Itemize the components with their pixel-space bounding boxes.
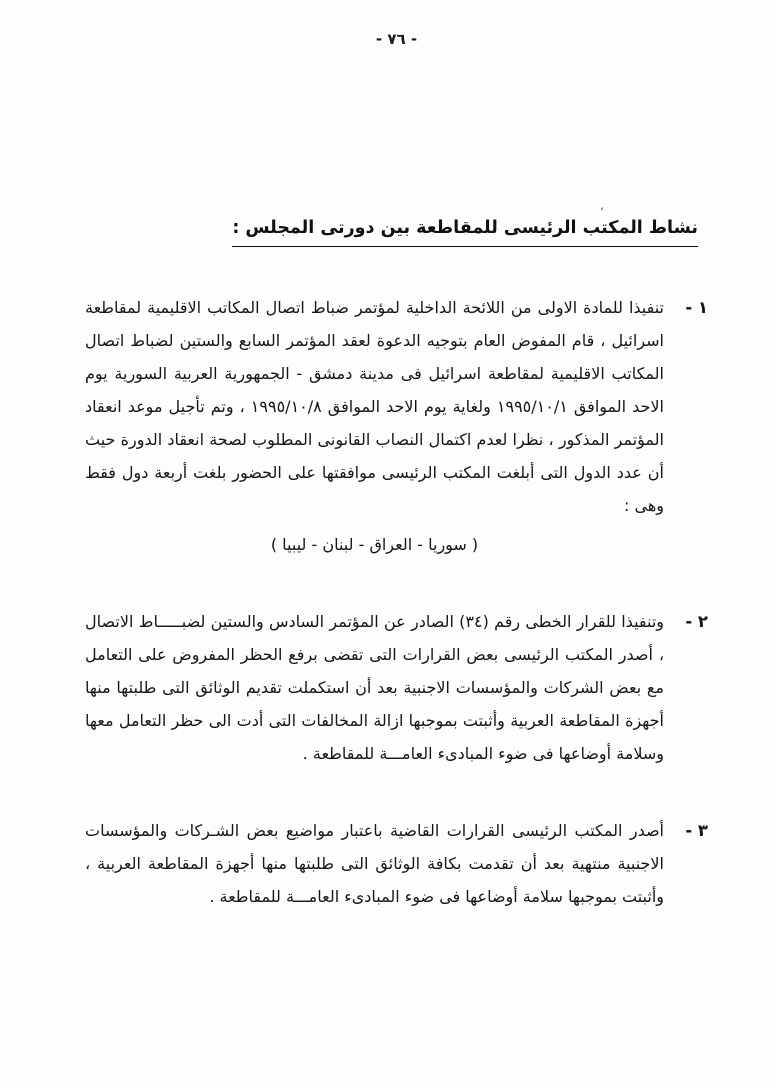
- paragraph-text: أصدر المكتب الرئيسى القرارات القاضية باعتبار مواضيع بعض الشـركات والمؤسسات الاجنبية منتهية بعد أن تقدمت بكافة الوثائق التى طلبتها منها أجهزة المقاطعة العربية ، وأثبتت بموجبها سلامة أوضاعها فى ضوء المبادىء العامـــة للمقاطعة .: [85, 821, 664, 907]
- list-item-3: [85, 814, 708, 913]
- list-item-1: [85, 291, 708, 561]
- item-number: ٣ -: [685, 821, 708, 841]
- page-number: - ٧٦ -: [375, 30, 418, 48]
- item-body: [85, 814, 664, 913]
- item-number: ١ -: [685, 298, 708, 318]
- scan-artifact: ،: [600, 200, 604, 213]
- paragraph-text: تنفيذا للمادة الاولى من اللائحة الداخلية لمؤتمر ضباط اتصال المكاتب الاقليمية لمقاطعة اسرائيل ، قام المفوض العام بتوجيه الدعوة لعقد المؤتمر السابع والستين لضباط اتصال المكاتب الاقليمية لمقاطعة اسرائيل فى مدينة دمشق - الجمهورية العربية السورية يوم الاحد الموافق ١٩٩٥/١٠/١ ولغاية يوم الاحد الموافق ١٩٩٥/١٠/٨ ، وتم تأجيل موعد انعقاد المؤتمر المذكور ، نظرا لعدم اكتمال النصاب القانونى المطلوب لصحة انعقاد الدورة حيث أن عدد الدول التى أبلغت المكتب الرئيسى موافقتها على الحضور بلغت أربعة دول فقط وهى :: [85, 298, 665, 516]
- countries-line: ( سوريا - العراق - لبنان - ليبيا ): [270, 535, 479, 555]
- heading-row: [85, 216, 708, 247]
- item-body: [85, 605, 664, 770]
- section-heading: نشاط المكتب الرئيسى للمقاطعة بين دورتى المجلس :: [232, 216, 698, 247]
- paragraph-text: وتنفيذا للقرار الخطى رقم (٣٤) الصادر عن المؤتمر السادس والستين لضبـــــاط الاتصال ، أصدر المكتب الرئيسى بعض القرارات التى تقضى برفع الحظر المفروض على التعامل مع بعض الشركات والمؤسسات الاجنبية بعد أن استكملت تقديم الوثائق التى طلبتها منها أجهزة المقاطعة العربية وأثبتت بموجبها ازالة المخالفات التى أدت الى حظر التعامل معها وسلامة أوضاعها فى ضوء المبادىء العامـــة للمقاطعة .: [85, 612, 664, 764]
- item-number: ٢ -: [685, 612, 708, 632]
- item-body: [85, 291, 664, 561]
- list-item-2: [85, 605, 708, 770]
